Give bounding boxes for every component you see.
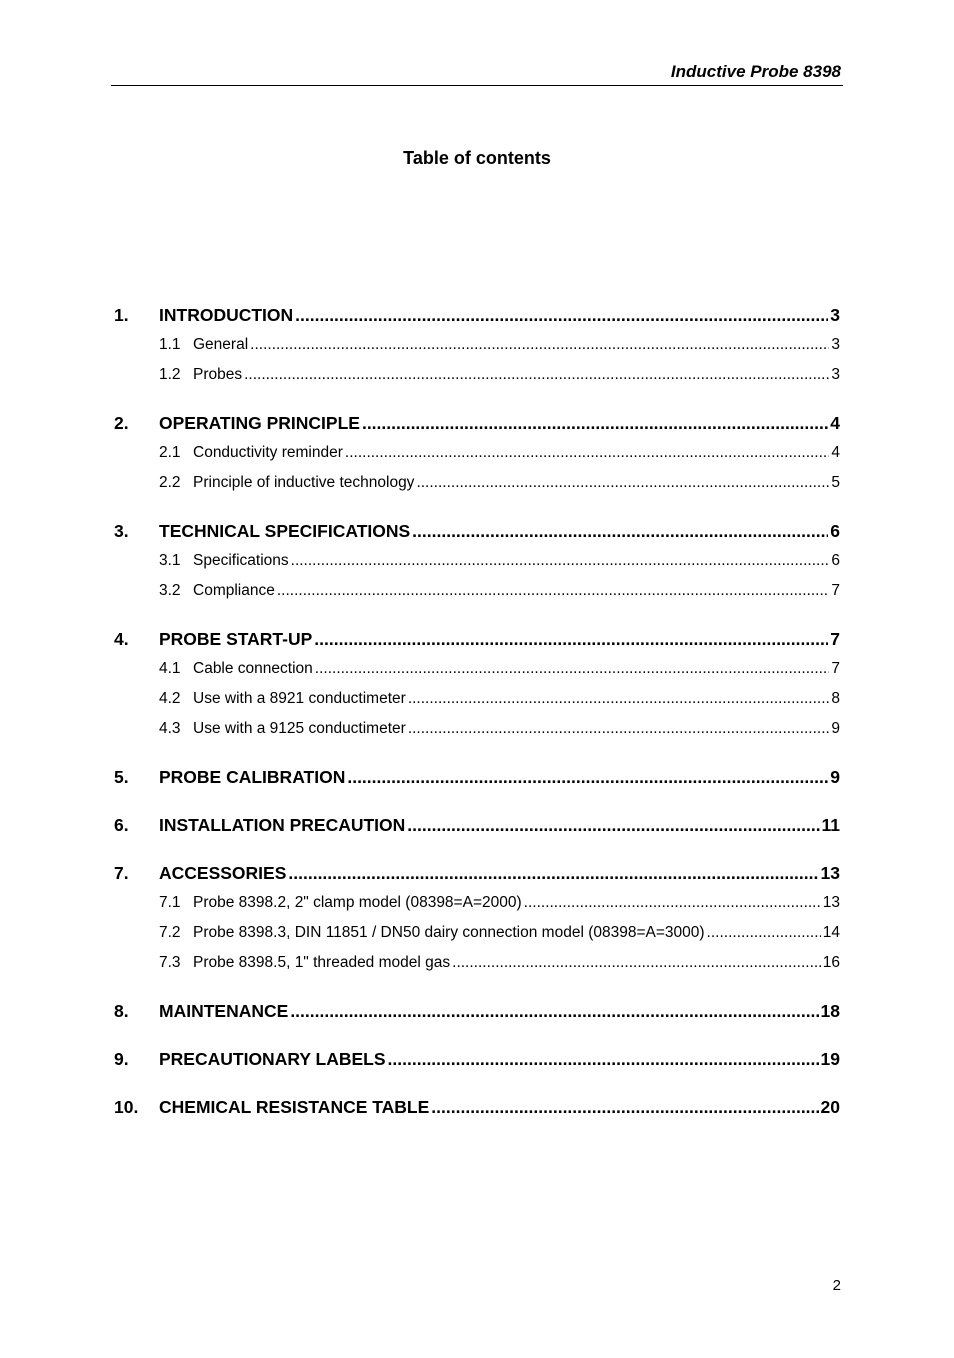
- toc-entry-number: 7.: [114, 863, 129, 883]
- toc-leader-dots: [362, 413, 828, 434]
- toc-leader-dots: [277, 582, 830, 600]
- toc-leader-dots: [291, 552, 830, 570]
- toc-subentry-title: Specifications: [193, 552, 289, 569]
- toc-section: [114, 815, 840, 846]
- toc-leader-dots: [295, 305, 828, 326]
- toc-entry[interactable]: [114, 305, 840, 336]
- toc-entry[interactable]: [114, 1049, 840, 1080]
- toc-subentry-page: 5: [831, 474, 840, 491]
- toc-entry-title: PRECAUTIONARY LABELS: [159, 1049, 386, 1069]
- toc-subentry-title: Principle of inductive technology: [193, 474, 415, 491]
- toc-subentry-title: Cable connection: [193, 660, 313, 677]
- toc-subentry-number: 7.1: [159, 894, 181, 911]
- toc-subentry-title: Probe 8398.3, DIN 11851 / DN50 dairy connection model (08398=A=3000): [193, 924, 705, 941]
- toc-entry-title: PROBE CALIBRATION: [159, 767, 346, 787]
- toc-subentry-page: 14: [822, 924, 840, 941]
- toc-subentry-page: 3: [831, 336, 840, 353]
- toc-subentry-title: Conductivity reminder: [193, 444, 343, 461]
- toc-title: Table of contents: [403, 148, 551, 168]
- toc-subentry-number: 1.1: [159, 336, 181, 353]
- table-of-contents: [114, 305, 840, 1145]
- toc-entry-number: 6.: [114, 815, 129, 835]
- toc-entry[interactable]: [114, 767, 840, 798]
- toc-entry-title: TECHNICAL SPECIFICATIONS: [159, 521, 411, 541]
- toc-subentry-page: 16: [822, 954, 840, 971]
- toc-subentry-title: Probe 8398.2, 2" clamp model (08398=A=2000): [193, 894, 522, 911]
- toc-entry-page: 11: [821, 815, 840, 835]
- toc-leader-dots: [412, 521, 828, 542]
- toc-entry-page: 18: [820, 1001, 840, 1021]
- toc-entry-title: MAINTENANCE: [159, 1001, 289, 1021]
- toc-subentry-number: 7.2: [159, 924, 181, 941]
- toc-entry-number: 2.: [114, 413, 129, 433]
- toc-leader-dots: [408, 690, 830, 708]
- toc-entry-number: 10.: [114, 1097, 139, 1117]
- toc-subentry-number: 4.2: [159, 690, 181, 707]
- toc-entry-page: 19: [820, 1049, 840, 1069]
- toc-entry-title: CHEMICAL RESISTANCE TABLE: [159, 1097, 430, 1117]
- toc-entry-number: 8.: [114, 1001, 129, 1021]
- toc-section: [114, 1049, 840, 1080]
- toc-section: [114, 413, 840, 504]
- toc-leader-dots: [244, 366, 829, 384]
- toc-subentry[interactable]: [114, 582, 840, 612]
- toc-subentry-title: Use with a 9125 conductimeter: [193, 720, 406, 737]
- toc-entry-page: 6: [830, 521, 840, 541]
- toc-leader-dots: [290, 1001, 818, 1022]
- toc-subentry-number: 3.2: [159, 582, 181, 599]
- toc-entry[interactable]: [114, 413, 840, 444]
- toc-section: [114, 305, 840, 396]
- toc-subentry[interactable]: [114, 894, 840, 924]
- toc-subentry-page: 4: [831, 444, 840, 461]
- toc-section: [114, 1001, 840, 1032]
- toc-leader-dots: [288, 863, 818, 884]
- toc-leader-dots: [408, 720, 830, 738]
- toc-leader-dots: [452, 954, 821, 972]
- toc-subentry[interactable]: [114, 720, 840, 750]
- toc-subentry-title: Compliance: [193, 582, 275, 599]
- toc-subentry-number: 7.3: [159, 954, 181, 971]
- toc-subentry[interactable]: [114, 924, 840, 954]
- toc-subentry-title: General: [193, 336, 249, 353]
- toc-entry-title: PROBE START-UP: [159, 629, 313, 649]
- toc-entry-page: 20: [820, 1097, 840, 1117]
- toc-entry-page: 13: [820, 863, 840, 883]
- toc-leader-dots: [388, 1049, 819, 1070]
- toc-subentry-number: 1.2: [159, 366, 181, 383]
- toc-subentry-title: Probe 8398.5, 1" threaded model gas: [193, 954, 451, 971]
- toc-leader-dots: [250, 336, 829, 354]
- toc-entry[interactable]: [114, 629, 840, 660]
- toc-subentry-number: 2.1: [159, 444, 181, 461]
- toc-subentry-number: 3.1: [159, 552, 181, 569]
- toc-entry-page: 4: [830, 413, 840, 433]
- toc-entry-page: 7: [830, 629, 840, 649]
- toc-subentry[interactable]: [114, 660, 840, 690]
- toc-entry-title: ACCESSORIES: [159, 863, 287, 883]
- toc-subentry[interactable]: [114, 954, 840, 984]
- toc-subentry[interactable]: [114, 336, 840, 366]
- toc-entry[interactable]: [114, 521, 840, 552]
- toc-entry[interactable]: [114, 1097, 840, 1128]
- toc-subentry[interactable]: [114, 444, 840, 474]
- toc-entry[interactable]: [114, 1001, 840, 1032]
- toc-subentry-page: 9: [831, 720, 840, 737]
- toc-section: [114, 767, 840, 798]
- toc-entry-title: OPERATING PRINCIPLE: [159, 413, 360, 433]
- toc-section: [114, 1097, 840, 1128]
- toc-entry-number: 4.: [114, 629, 129, 649]
- toc-entry-title: INSTALLATION PRECAUTION: [159, 815, 406, 835]
- toc-subentry-title: Probes: [193, 366, 243, 383]
- toc-section: [114, 863, 840, 984]
- header-title: Inductive Probe 8398: [670, 62, 841, 81]
- toc-entry-title: INTRODUCTION: [159, 305, 294, 325]
- toc-entry-number: 1.: [114, 305, 129, 325]
- toc-entry[interactable]: [114, 815, 840, 846]
- toc-entry-number: 9.: [114, 1049, 129, 1069]
- toc-subentry-number: 4.3: [159, 720, 181, 737]
- toc-leader-dots: [315, 660, 830, 678]
- toc-leader-dots: [431, 1097, 818, 1118]
- toc-subentry[interactable]: [114, 474, 840, 504]
- toc-subentry[interactable]: [114, 552, 840, 582]
- toc-subentry-page: 7: [831, 660, 840, 677]
- toc-subentry-page: 8: [831, 690, 840, 707]
- page-header: [111, 60, 843, 86]
- toc-entry-page: 3: [830, 305, 840, 325]
- toc-subentry-page: 13: [822, 894, 840, 911]
- toc-leader-dots: [345, 444, 829, 462]
- toc-entry-number: 3.: [114, 521, 129, 541]
- toc-section: [114, 629, 840, 750]
- toc-subentry-number: 4.1: [159, 660, 181, 677]
- toc-entry[interactable]: [114, 863, 840, 894]
- toc-subentry-title: Use with a 8921 conductimeter: [193, 690, 406, 707]
- toc-section: [114, 521, 840, 612]
- toc-subentry-page: 3: [831, 366, 840, 383]
- toc-leader-dots: [416, 474, 829, 492]
- toc-leader-dots: [407, 815, 819, 836]
- toc-entry-number: 5.: [114, 767, 129, 787]
- page-number: 2: [832, 1277, 841, 1294]
- toc-subentry[interactable]: [114, 366, 840, 396]
- toc-subentry[interactable]: [114, 690, 840, 720]
- toc-subentry-page: 6: [831, 552, 840, 569]
- toc-leader-dots: [347, 767, 828, 788]
- toc-leader-dots: [314, 629, 828, 650]
- toc-entry-page: 9: [830, 767, 840, 787]
- toc-leader-dots: [707, 924, 821, 942]
- toc-leader-dots: [524, 894, 821, 912]
- toc-subentry-number: 2.2: [159, 474, 181, 491]
- toc-subentry-page: 7: [831, 582, 840, 599]
